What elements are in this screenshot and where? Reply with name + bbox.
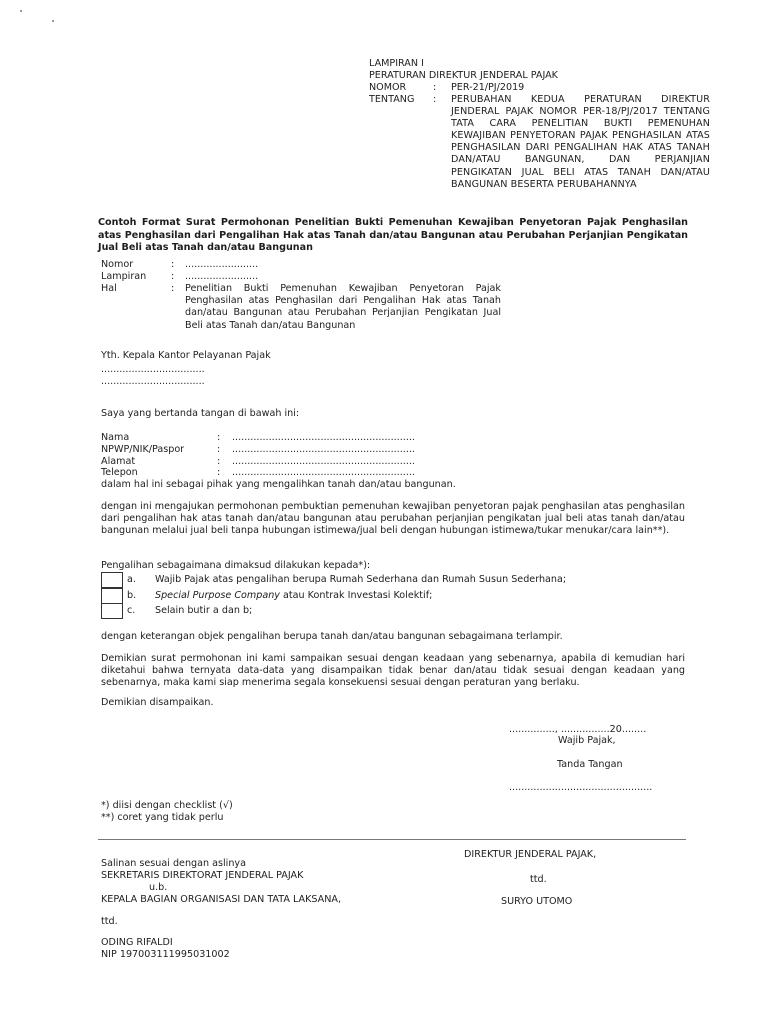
director-title: DIREKTUR JENDERAL PAJAK, [464,849,597,860]
scan-speck [20,10,22,12]
acting-as-text: dalam hal ini sebagai pihak yang mengalihkan tanah dan/atau bangunan. [101,479,456,490]
ub-text: u.b. [149,882,168,893]
request-paragraph: dengan ini mengajukan permohonan pembuktian pemenuhan kewajiban penyetoran pajak penghasilan atas penghasilan dari pengalihan hak atas tanah dan/atau bangunan atau perubahan perjanjian pengikatan jual beli atas tanah dan/atau bangunan melalui jual beli tanpa hubungan istimewa/jual beli dengan hubungan istimewa/tukar menukar/cara lain**). [101,501,685,537]
meta-nomor-value: ........................ [185,259,259,270]
signature-line: ............................................... [509,782,653,793]
meta-hal-colon: : [171,283,175,294]
option-c-text: Selain butir a dan b; [155,605,253,616]
sekretaris-text: SEKRETARIS DIREKTORAT JENDERAL PAJAK [101,870,304,881]
salinan-text: Salinan sesuai dengan aslinya [101,858,246,869]
alamat-colon: : [217,456,221,467]
director-ttd: ttd. [530,874,547,885]
options-intro: Pengalihan sebagaimana dimaksud dilakukan kepada*): [101,560,371,571]
alamat-field: ............................................................ [232,456,415,467]
alamat-label: Alamat [101,456,136,467]
closing-text: Demikian disampaikan. [101,697,214,708]
place-date: ..............., ................20........ [509,724,647,735]
meta-lampiran-value: ........................ [185,271,259,282]
tentang-value: PERUBAHAN KEDUA PERATURAN DIREKTUR JENDERAL PAJAK NOMOR PER-18/PJ/2017 TENTANG TATA CARA PENELITIAN BUKTI PEMENUHAN KEWAJIBAN PENYETORAN PAJAK PENGHASILAN ATAS PENGHASILAN DARI PENGALIHAN HAK ATAS TANAH DAN/ATAU BANGUNAN, DAN PERJANJIAN PENGIKATAN JUAL BELI ATAS TANAH DAN/ATAU BANGUNAN BESERTA PERUBAHANNYA [451,94,710,190]
telepon-field: ............................................................ [232,467,415,478]
checkbox-c[interactable] [101,603,123,619]
intro-text: Saya yang bertanda tangan di bawah ini: [101,408,300,419]
statement-paragraph: Demikian surat permohonan ini kami sampaikan sesuai dengan keadaan yang sebenarnya, apabila di kemudian hari diketahui bahwa ternyata data-data yang disampaikan tidak benar dan/atau tidak sesuai dengan keadaan yang sebenarnya, maka kami siap menerima segala konsekuensi sesuai dengan peraturan yang berlaku. [101,653,685,689]
signature-label: Tanda Tangan [557,759,623,770]
option-b-italic: Special Purpose Company [155,590,280,601]
signature-role: Wajib Pajak, [558,735,616,746]
recipient-line1: Yth. Kepala Kantor Pelayanan Pajak [101,350,271,361]
divider-line [98,839,686,840]
option-a-label: a. [127,574,136,585]
meta-nomor-colon: : [171,259,175,270]
auth-nip: NIP 197003111995031002 [101,949,230,960]
auth-ttd: ttd. [101,916,118,927]
recipient-line2: .................................. [101,364,205,375]
lampiran-label: LAMPIRAN I [369,58,424,69]
telepon-label: Telepon [101,467,138,478]
object-description: dengan keterangan objek pengalihan berupa tanah dan/atau bangunan sebagaimana terlampir. [101,631,563,642]
footnote-2: **) coret yang tidak perlu [101,812,224,823]
nomor-label: NOMOR [369,82,407,93]
meta-lampiran-label: Lampiran [101,271,147,282]
meta-hal-label: Hal [101,283,117,294]
recipient-line3: .................................. [101,376,205,387]
option-b-label: b. [127,590,137,601]
meta-lampiran-colon: : [171,271,175,282]
nomor-colon: : [433,82,437,93]
footnote-1: *) diisi dengan checklist (√) [101,800,233,811]
npwp-label: NPWP/NIK/Paspor [101,444,185,455]
kepala-text: KEPALA BAGIAN ORGANISASI DAN TATA LAKSANA, [101,894,342,905]
nama-label: Nama [101,432,130,443]
option-c-label: c. [127,605,136,616]
option-b-rest: atau Kontrak Investasi Kolektif; [279,590,433,601]
option-a-text: Wajib Pajak atas pengalihan berupa Rumah Sederhana dan Rumah Susun Sederhana; [155,574,567,585]
npwp-field: ............................................................ [232,444,415,455]
tentang-label: TENTANG [369,94,415,105]
nama-field: ............................................................ [232,432,415,443]
meta-nomor-label: Nomor [101,259,134,270]
scan-speck [52,20,54,22]
peraturan-title: PERATURAN DIREKTUR JENDERAL PAJAK [369,70,558,81]
auth-name: ODING RIFALDI [101,937,173,948]
telepon-colon: : [217,467,221,478]
option-b-text [155,590,432,602]
npwp-colon: : [217,444,221,455]
director-name: SURYO UTOMO [501,896,573,907]
nama-colon: : [217,432,221,443]
checkbox-a[interactable] [101,572,123,588]
nomor-value: PER-21/PJ/2019 [451,82,525,93]
meta-hal-value: Penelitian Bukti Pemenuhan Kewajiban Penyetoran Pajak Penghasilan atas Penghasilan dari Pengalihan Hak atas Tanah dan/atau Bangunan atau Perubahan Perjanjian Pengikatan Jual Beli atas Tanah dan/atau Bangunan [185,283,501,331]
tentang-colon: : [433,94,437,105]
document-title: Contoh Format Surat Permohonan Penelitian Bukti Pemenuhan Kewajiban Penyetoran Pajak Penghasilan atas Penghasilan dari Pengalihan Hak atas Tanah dan/atau Bangunan atau Perubahan Perjanjian Pengikatan Jual Beli atas Tanah dan/atau Bangunan [98,217,688,253]
checkbox-b[interactable] [101,588,123,604]
